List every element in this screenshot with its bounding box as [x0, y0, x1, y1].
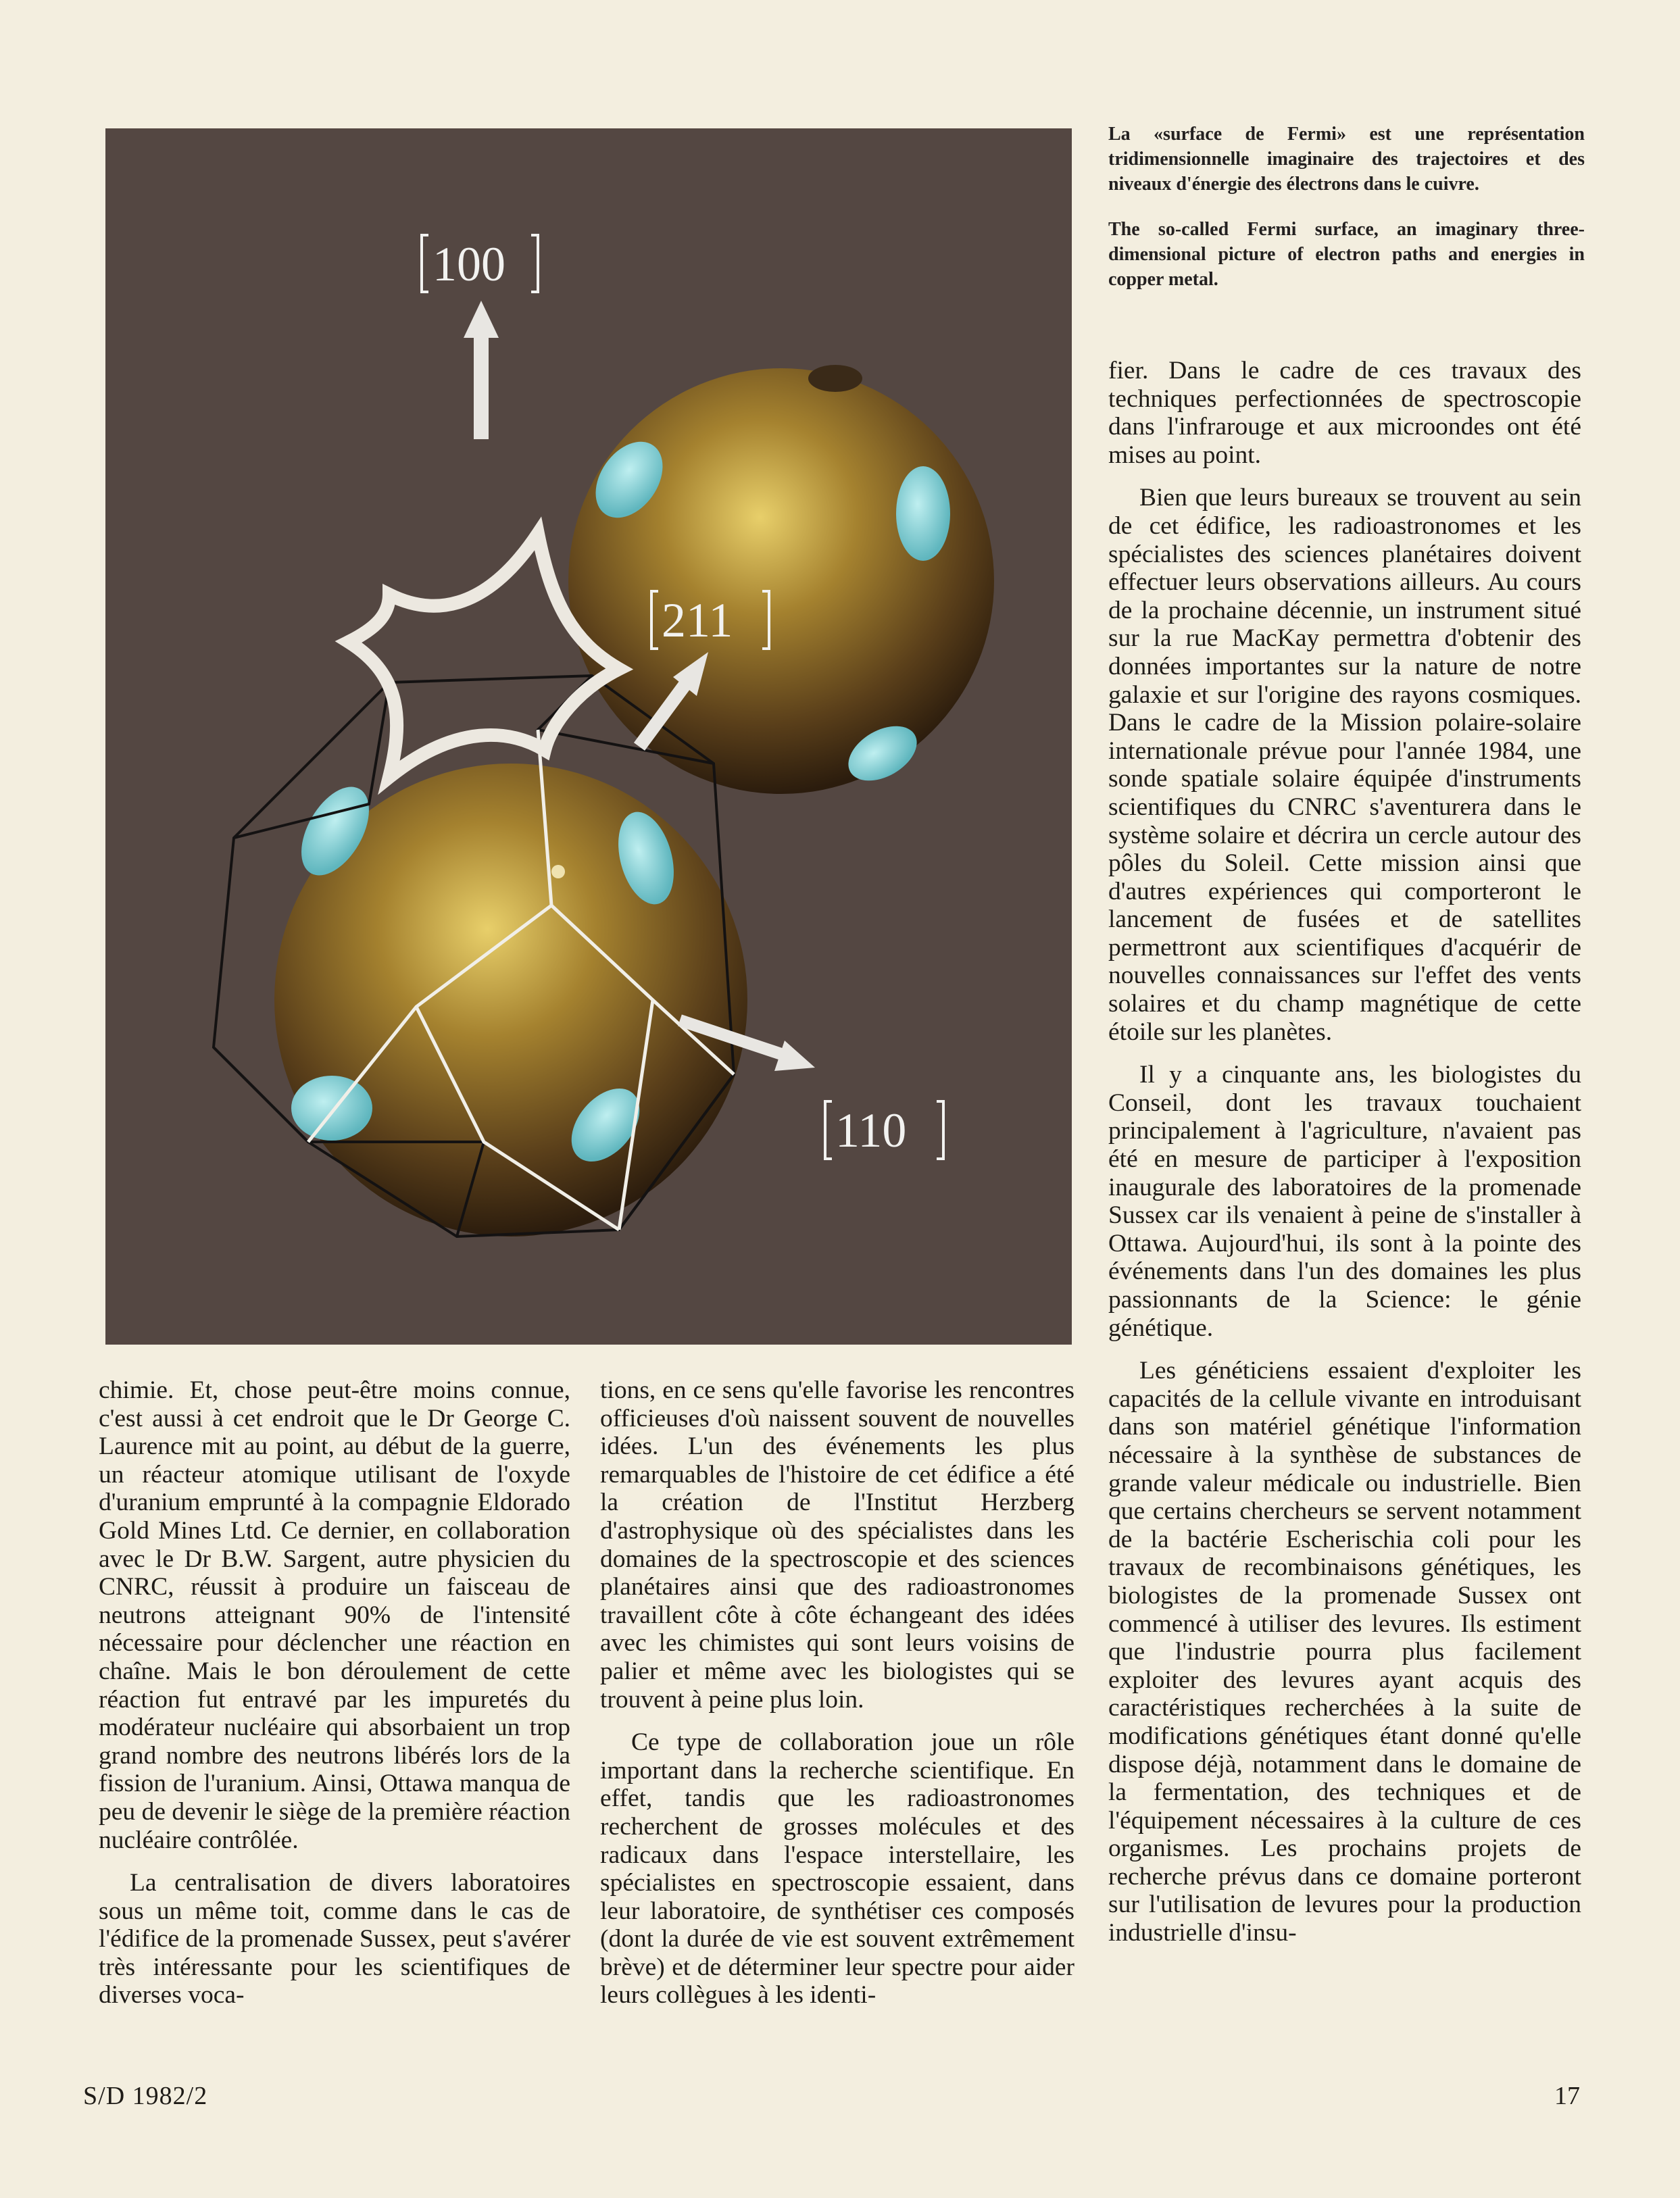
fermi-surface-illustration — [105, 128, 1072, 1345]
paragraph: Les généticiens essaient d'exploiter les capacités de la cellule vivante en introduisant dans son matériel génétique l'information nécessaire à la synthèse de substances de grande valeur médicale ou industrielle. Bien que certains chercheurs se servent notamment de la bactérie Escherischia coli pour les travaux de recombinaisons génétiques, les biologistes de la promenade Sussex ont commencé à utiliser des levures. Ils estiment que l'industrie pourra plus facilement exploiter des levures ayant acquis des caractéristiques recherchées à la suite de modifications génétiques étant donné qu'elle dispose déjà, notamment dans le domaine de la fermentation, des techniques et de l'équipement nécessaires à la culture de ces organismes. Les prochains projets de recherche prévus dans ce domaine porteront sur l'utilisation de levures pour la production industrielle d'insu- — [1108, 1357, 1581, 1947]
page-number: 17 — [1554, 2082, 1580, 2110]
caption-french: La «surface de Fermi» est une représentation tridimensionnelle imaginaire des trajectoires et des niveaux d'énergie des électrons dans le cuivre. — [1108, 124, 1585, 195]
paragraph: fier. Dans le cadre de ces travaux des techniques perfectionnées de spectroscopie dans l'infrarouge et aux microondes ont été mises au point. — [1108, 357, 1581, 469]
label-110-text: 110 — [835, 1103, 907, 1157]
label-211-text: 211 — [662, 593, 733, 647]
text-column-2 — [600, 1376, 1074, 2024]
caption-english: The so-called Fermi surface, an imaginary three-dimensional picture of electron paths and energies in copper metal. — [1108, 219, 1585, 290]
fermi-surface-figure — [105, 128, 1072, 1345]
paragraph: tions, en ce sens qu'elle favorise les rencontres officieuses d'où naissent souvent de nouvelles idées. L'un des événements les plus remarquables de l'histoire de cet édifice a été la création de l'Institut Herzberg d'astrophysique où des spécialistes dans les domaines de la spectroscopie et des sciences planétaires ainsi que des radioastronomes travaillent côte à côte échangeant des idées avec les chimistes qui sont leurs voisins de palier et même avec les biologistes qui se trouvent à peine plus loin. — [600, 1376, 1074, 1714]
issue-footer: S/D 1982/2 — [83, 2082, 208, 2110]
figure-caption — [1108, 122, 1585, 312]
text-column-3 — [1108, 357, 1581, 1962]
paragraph: chimie. Et, chose peut-être moins connue, c'est aussi à cet endroit que le Dr George C. Laurence mit au point, au début de la guerre, un réacteur atomique utilisant de l'oxyde d'uranium emprunté à la compagnie Eldorado Gold Mines Ltd. Ce dernier, en collaboration avec le Dr B.W. Sargent, autre physicien du CNRC, réussit à produire un faisceau de neutrons atteignant 90% de l'intensité nécessaire pour déclencher une réaction en chaîne. Mais le bon déroulement de cette réaction fut entravé par les impuretés du modérateur nucléaire qui absorbaient un trop grand nombre des neutrons libérés lors de la fission de l'uranium. Ainsi, Ottawa manqua de peu de devenir le siège de la première réaction nucléaire contrôlée. — [99, 1376, 570, 1854]
paragraph: Bien que leurs bureaux se trouvent au sein de cet édifice, les radioastronomes et les spécialistes des sciences planétaires doivent effectuer leurs observations ailleurs. Au cours de la prochaine décennie, un instrument situé sur la rue MacKay permettra d'obtenir des données importantes sur la nature de notre galaxie et sur l'origine des rayons cosmiques. Dans le cadre de la Mission polaire-solaire internationale prévue pour l'année 1984, une sonde spatiale solaire équipée d'instruments scientifiques du CNRC s'aventurera dans le système solaire et décrira un cercle autour des pôles du Soleil. Cette mission ainsi que d'autres expériences qui comporteront le lancement de fusées et de satellites permettront aux scientifiques d'acquérir de nouvelles connaissances sur l'effet des vents solaires et du champ magnétique de cette étoile sur les planètes. — [1108, 484, 1581, 1046]
upper-fermi-sphere — [568, 365, 994, 794]
paragraph: Ce type de collaboration joue un rôle important dans la recherche scientifique. En effet, tandis que les radioastronomes recherchent de grosses molécules et des radicaux dans l'espace interstellaire, les spécialistes en spectroscopie essaient, dans leur laboratoire, de synthétiser ces composés (dont la durée de vie est souvent extrêmement brève) et de déterminer leur spectre pour aider leurs collègues à les identi- — [600, 1728, 1074, 2009]
paragraph: Il y a cinquante ans, les biologistes du Conseil, dont les travaux touchaient principalement à l'agriculture, n'avaient pas été en mesure de participer à l'exposition inaugurale des laboratoires de la promenade Sussex car ils venaient à peine de s'installer à Ottawa. Aujourd'hui, ils sont à la pointe des événements dans l'un des domaines les plus passionnants de la Science: le génie génétique. — [1108, 1061, 1581, 1342]
paragraph: La centralisation de divers laboratoires sous un même toit, comme dans le cas de l'édifice de la promenade Sussex, peut s'avérer très intéressante pour les scientifiques de diverses voca- — [99, 1869, 570, 2009]
text-column-1 — [99, 1376, 570, 2024]
label-100-text: 100 — [433, 237, 505, 291]
